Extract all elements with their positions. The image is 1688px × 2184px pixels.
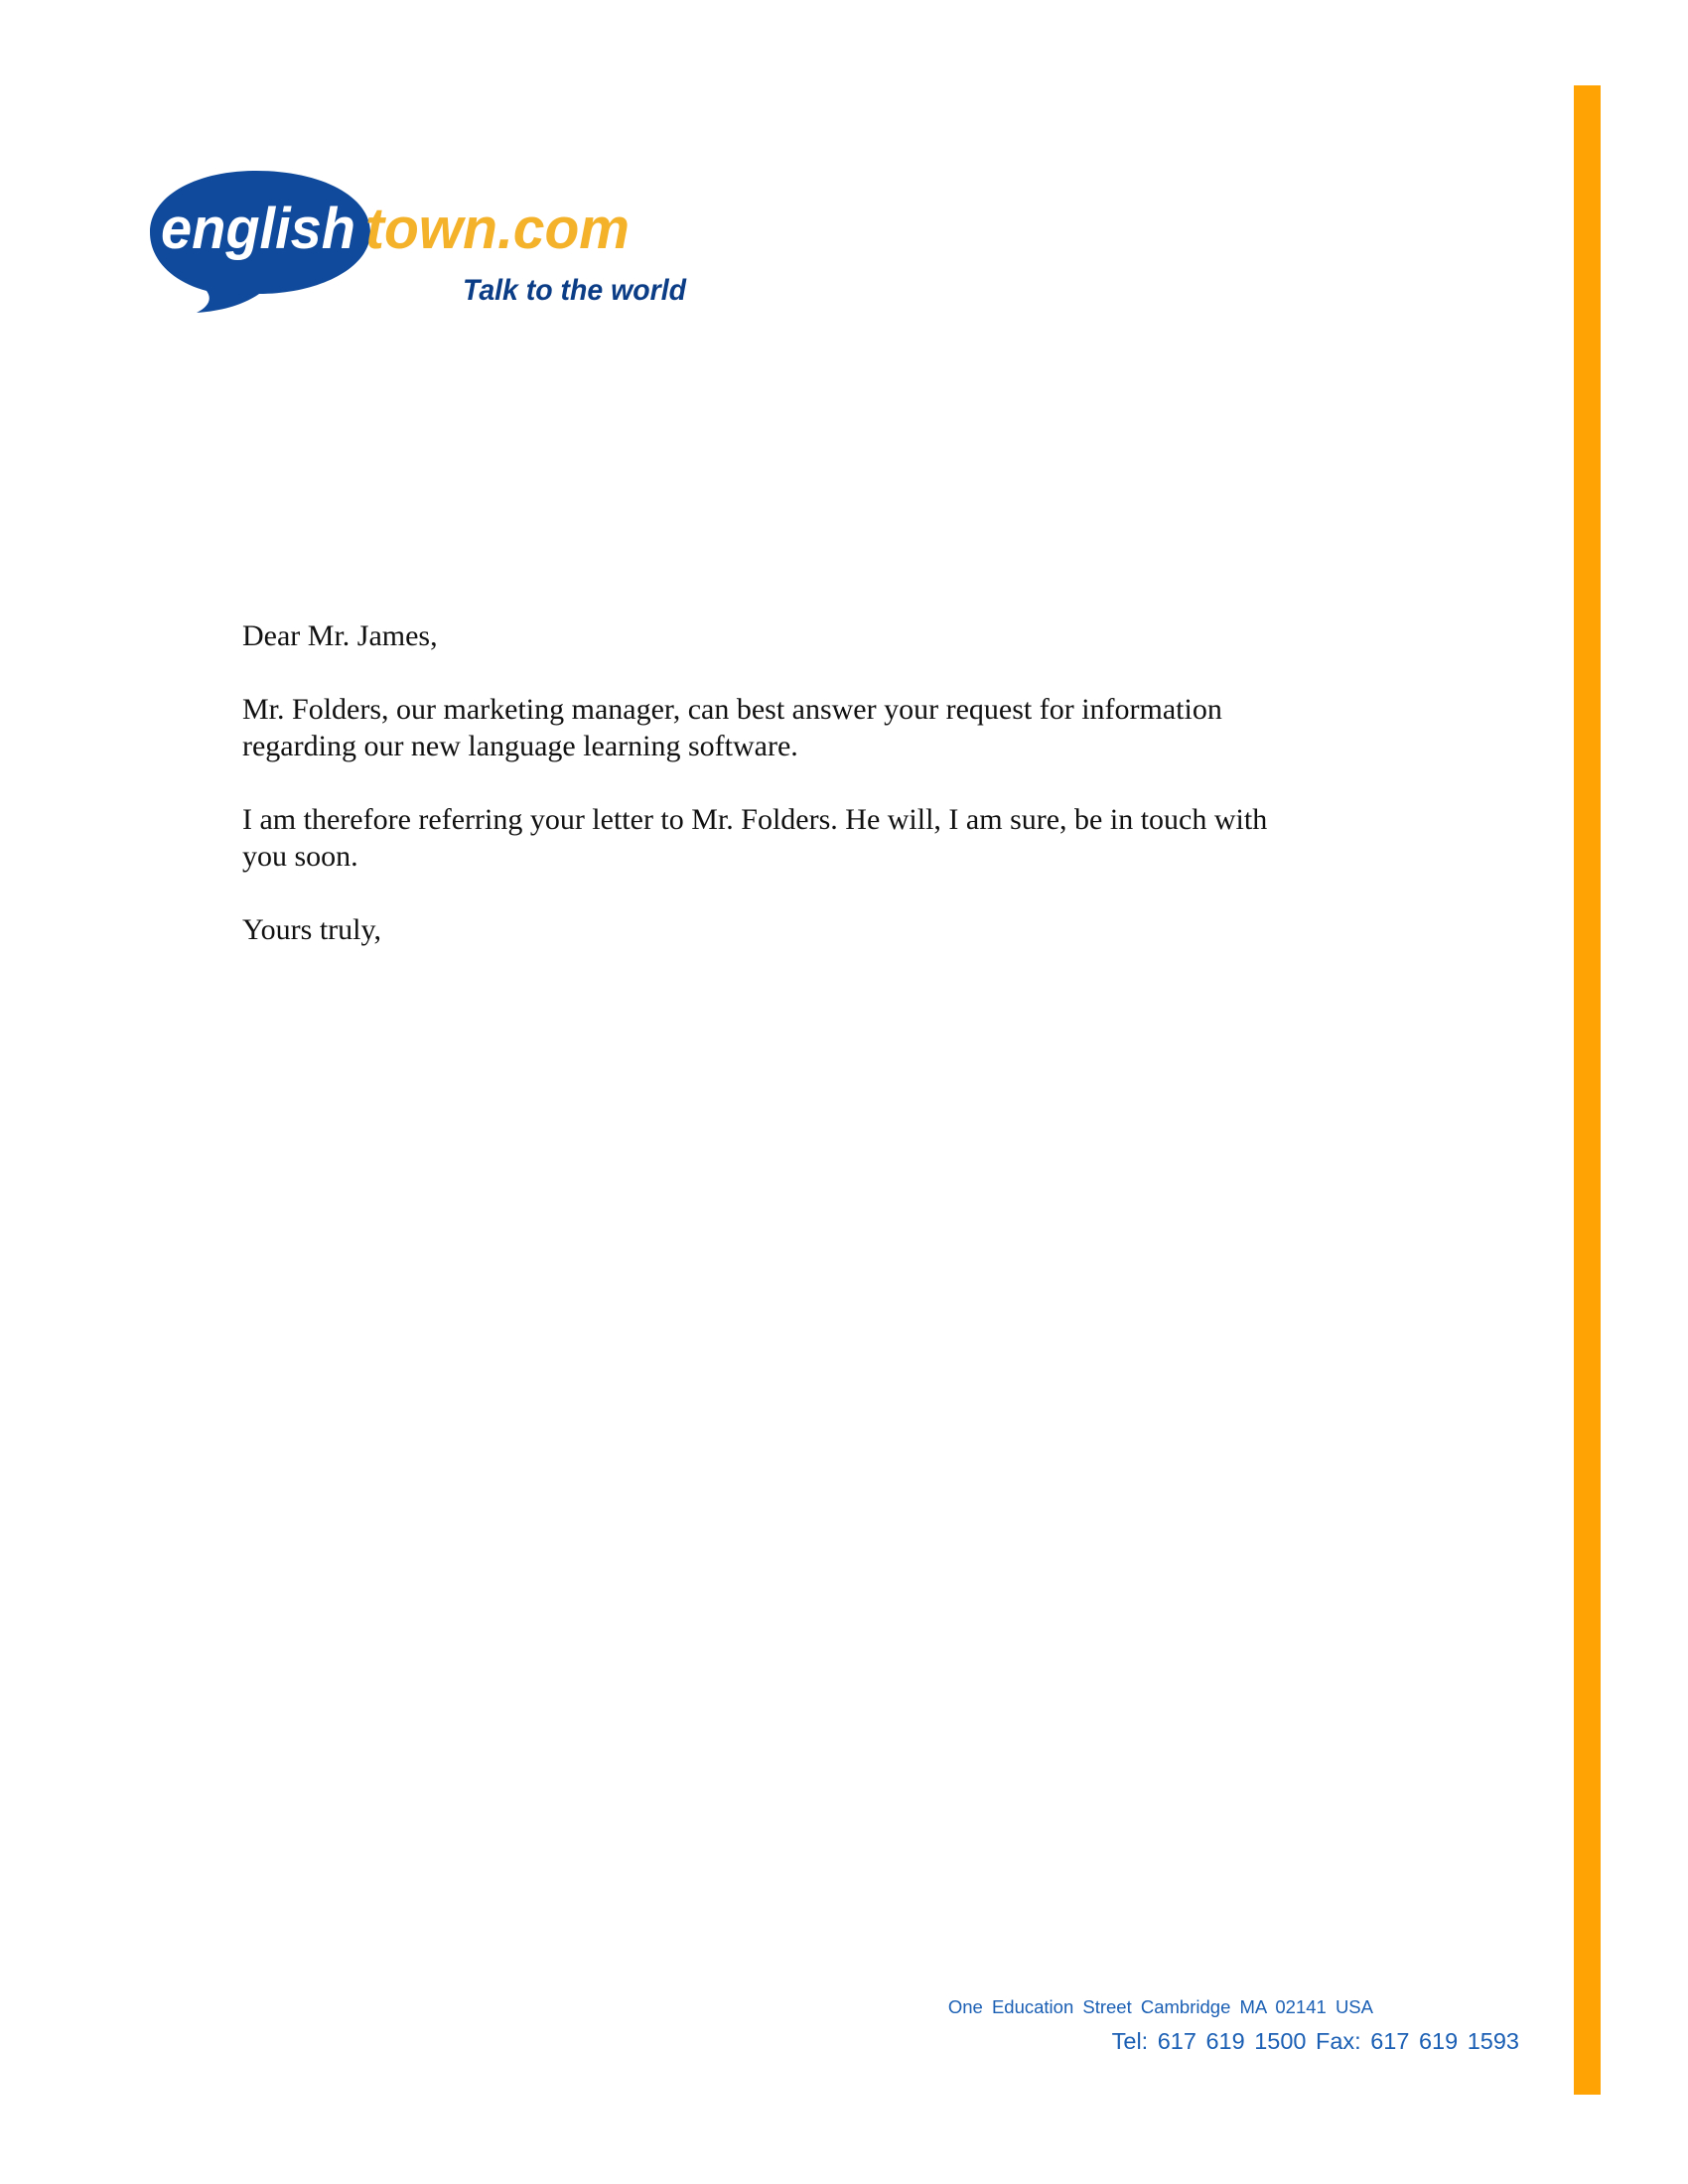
letter-body <box>242 617 1354 985</box>
footer-address: One Education Street Cambridge MA 02141 USA <box>947 1996 1373 2017</box>
paragraph-line: regarding our new language learning software. <box>242 730 798 762</box>
paragraph-line: Mr. Folders, our marketing manager, can best answer your request for information <box>242 693 1222 726</box>
paragraph-line: you soon. <box>242 840 358 873</box>
paragraph-forwarding <box>242 801 1354 875</box>
logo-word-english: english <box>161 197 355 261</box>
logo-word-town: town.com <box>365 197 630 261</box>
letterhead-footer <box>854 1995 1519 2057</box>
closing: Yours truly, <box>242 913 382 946</box>
englishtown-logo <box>147 167 703 316</box>
paragraph-referral <box>242 691 1354 764</box>
logo-tagline: Talk to the world <box>463 274 687 307</box>
footer-phone-fax: Tel: 617 619 1500 Fax: 617 619 1593 <box>1111 2028 1519 2054</box>
orange-accent-bar <box>1574 85 1601 2095</box>
paragraph-line: I am therefore referring your letter to Mr. Folders. He will, I am sure, be in touch with <box>242 803 1268 836</box>
salutation: Dear Mr. James, <box>242 619 438 652</box>
